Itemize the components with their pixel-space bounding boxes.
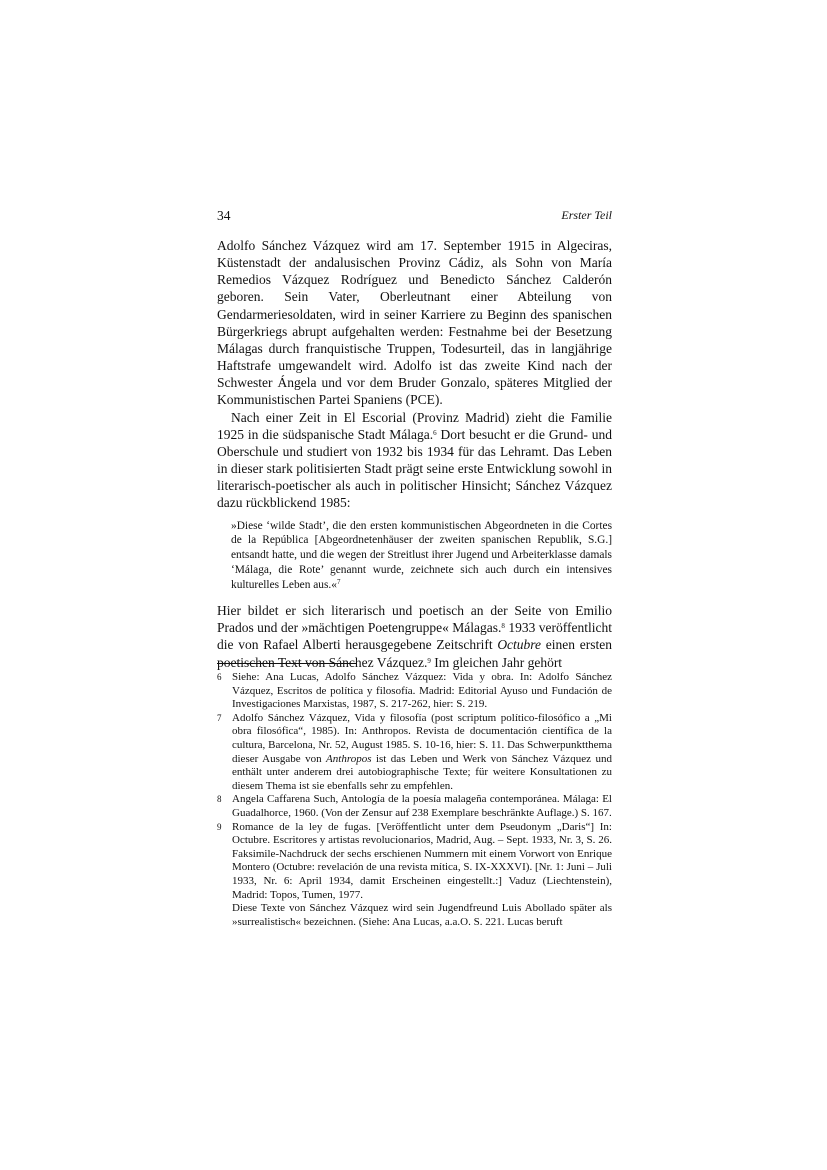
- paragraph-2-text-a: Nach einer Zeit in El Escorial (Provinz Madrid) zieht die Familie 1925 in die südspanische Stadt Málaga.: [217, 409, 612, 442]
- footnote-ref-8: 8: [501, 622, 505, 631]
- footnote-8: [217, 793, 612, 820]
- quote-text: »Diese ‘wilde Stadt’, die den ersten kommunistischen Abgeordneten in die Cortes de la República [Abgeordnetenhäuser der zweiten spanischen Republik, S.G.] entsandt hatte, und die wegen der Streitlust ihrer Jugend und Arbeiterklasse damals ‘Málaga, die Rote’ genannt wurde, zeichnete sich auch durch ein intensives kulturelles Leben aus.«: [231, 519, 612, 592]
- footnote-text: Romance de la ley de fugas. [Veröffentlicht unter dem Pseudonym „Daris“] In: Octubre. Escritores y artistas revolucionarios, Madrid, Aug. – Sept. 1933, Nr. 3, S. 26. Faksimile-Nachdruck der sechs erschienen Nummern mit einem Vorwort von Enrique Montero (Octubre: revelación de una revista mítica, S. IX-XXXVI). [Nr. 1: Juni – Juli 1933, Nr. 6: April 1934, damit Erscheinen eingestellt.:] Vaduz (Liechtenstein), Madrid: Topos, Tumen, 1977.: [232, 820, 612, 901]
- footnote-ref-7: 7: [336, 578, 341, 587]
- footnote-7-text-a: Adolfo Sánchez Vázquez, Vida y filosofía (post scriptum político-filosófico a „Mi obra filosófica“, 1985). In: Anthropos. Revista de documentación científica de la cultura, Barcelona, Nr. 52, August 1985. S. 10-16, hier: S. 11. Das Schwerpunktthema dieser Ausgabe von: [232, 711, 612, 765]
- journal-title-anthropos: Anthropos: [326, 752, 372, 765]
- footnote-separator: [217, 663, 357, 664]
- paragraph-3-text-a: Hier bildet er sich literarisch und poetisch an der Seite von Emilio Prados und der »mächtigen Poetengruppe« Málagas.: [217, 603, 612, 636]
- footnote-number: 7: [217, 712, 222, 723]
- footnote-number: 6: [217, 672, 222, 682]
- paragraph-3-text-b: 1933 veröffentlicht die von Rafael Alberti herausgegebene Zeitschrift: [217, 620, 612, 653]
- footnote-ref-6: 6: [433, 428, 437, 437]
- paragraph-3-text-c: einen ersten poetischen Text von Sánchez Vázquez.: [217, 637, 612, 670]
- paragraph-3: [217, 602, 612, 671]
- part-title: Erster Teil: [561, 208, 612, 222]
- paragraph-2-text-b: Dort besucht er die Grund- und Oberschule und studiert von 1932 bis 1934 für das Lehramt. Das Leben in dieser stark politisierten Stadt prägt seine erste Entwicklung sowohl in literarisch-poetischer als auch in politischer Hinsicht; Sánchez Vázquez dazu rückblickend 1985:: [217, 426, 612, 511]
- journal-title-octubre: Octubre: [497, 637, 542, 653]
- page-number: 34: [217, 208, 231, 223]
- footnote-text-continued: Diese Texte von Sánchez Vázquez wird sein Jugendfreund Luis Abollado später als »surrealistisch« bezeichnen. (Siehe: Ana Lucas, a.a.O. S. 221. Lucas beruft: [232, 902, 612, 928]
- footnote-text: Siehe: Ana Lucas, Adolfo Sánchez Vázquez: Vida y obra. In: Adolfo Sánchez Vázquez, Escritos de política y filosofía. Madrid: Editorial Ayuso und Fundación de Investigaciones Marxistas, 1987, S. 217-262, hier: S. 219.: [232, 671, 612, 711]
- footnote-7-text-b: ist das Leben und Werk von Sánchez Vázquez und enthält unter anderem drei autobiographische Texte; für weitere Konsultationen zu diesem Thema ist sie ebenfalls sehr zu empfehlen.: [232, 752, 612, 792]
- block-quote: [231, 519, 612, 594]
- footnote-number: 8: [217, 794, 222, 805]
- footnote-text: Angela Caffarena Such, Antología de la poesía malageña contemporánea. Málaga: El Guadalhorce, 1960. (Von der Zensur auf 238 Exemplare beschränkte Auflage.) S. 167.: [232, 793, 612, 819]
- paragraph-3-text-d: Im gleichen Jahr gehört: [430, 654, 563, 670]
- footnote-number: 9: [217, 821, 222, 832]
- footnotes: [217, 671, 612, 929]
- paragraph-1: Adolfo Sánchez Vázquez wird am 17. September 1915 in Algeciras, Küstenstadt der andalusischen Provinz Cádiz, als Sohn von María Remedios Vázquez Rodríguez und Benedicto Sánchez Calderón geboren. Sein Vater, Oberleutnant einer Abteilung von Gendarmeriesoldaten, wird in seiner Karriere zu Beginn des spanischen Bürgerkriegs abrupt aufgehalten werden: Festnahme bei der Besetzung Málagas durch franquistische Truppen, Todesurteil, das in langjährige Haftstrafe umgewandelt wird. Adolfo ist das zweite Kind nach der Schwester Ángela und vor dem Bruder Gonzalo, späteres Mitglied der Kommunistischen Partei Spaniens (PCE).: [217, 238, 612, 408]
- running-header: [217, 208, 612, 226]
- paragraph-2: [217, 409, 612, 512]
- main-text: [217, 237, 612, 671]
- footnote-6: [217, 671, 612, 712]
- footnote-ref-9: 9: [427, 656, 431, 665]
- footnote-7: [217, 712, 612, 794]
- footnote-9: [217, 821, 612, 930]
- footnote-text: [232, 712, 612, 794]
